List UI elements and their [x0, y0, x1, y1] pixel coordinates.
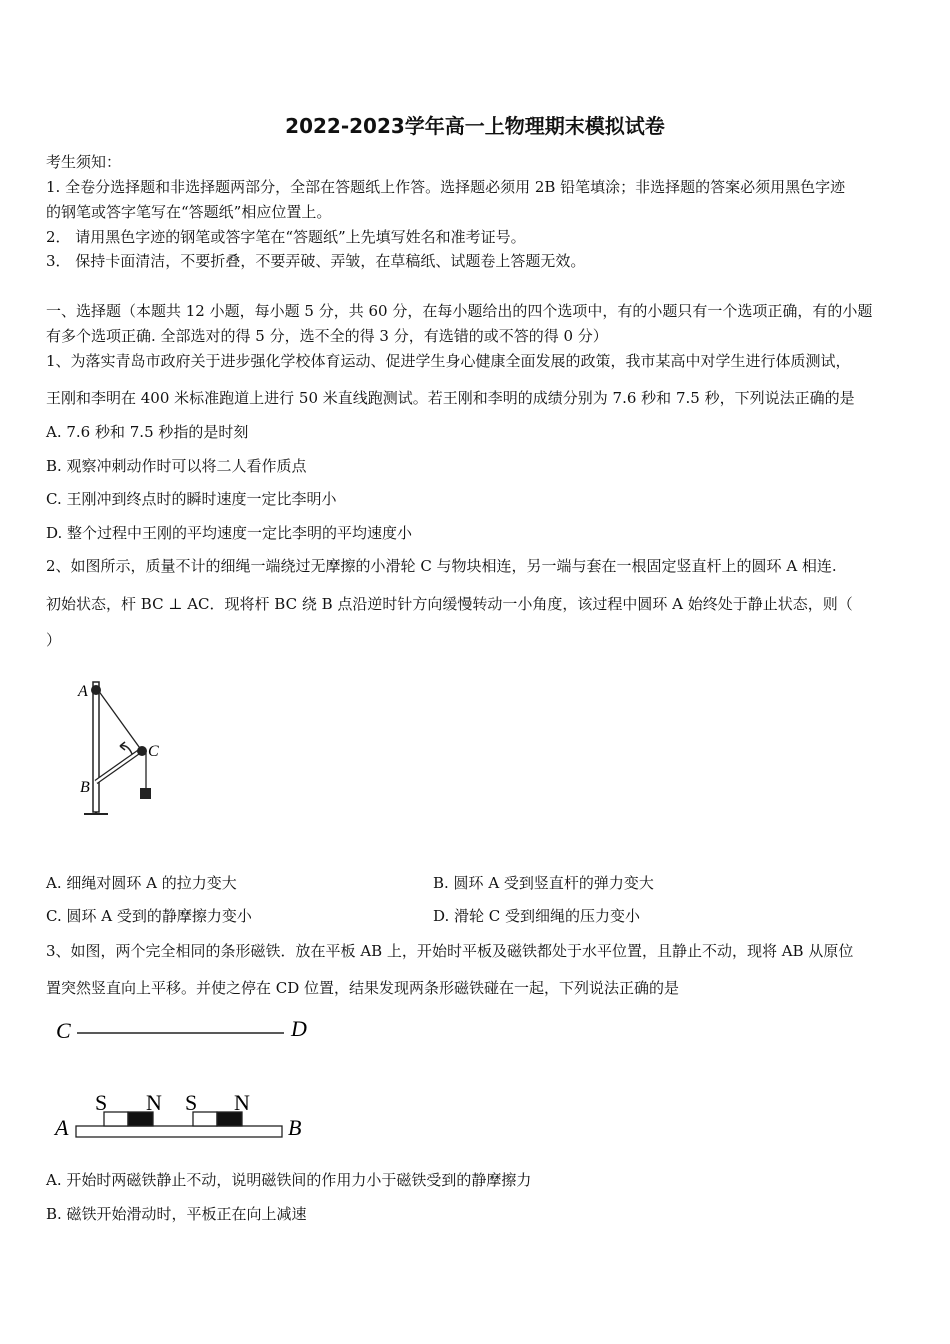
question-3-text: 置突然竖直向上平移。并使之停在 CD 位置，结果发现两条形磁铁碰在一起，下列说法正确的是 [46, 979, 680, 997]
question-2-option-c: C. 圆环 A 受到的静摩擦力变小 [46, 907, 252, 925]
question-2-text: 2、如图所示，质量不计的细绳一端绕过无摩擦的小滑轮 C 与物块相连，另一端与套在一根固定竖直杆上的圆环 A 相连. [46, 557, 837, 575]
vertical-pole [93, 682, 99, 812]
question-2-option-b: B. 圆环 A 受到竖直杆的弹力变大 [433, 874, 654, 892]
label-c: C [148, 743, 159, 760]
question-2-figure [70, 670, 180, 830]
question-2-option-a: A. 细绳对圆环 A 的拉力变大 [46, 874, 237, 892]
notice-item: 1. 全卷分选择题和非选择题两部分，全部在答题纸上作答。选择题必须用 2B 铅笔填涂；非选择题的答案必须用黑色字迹 [46, 178, 846, 196]
board-ab [76, 1126, 282, 1137]
notice-heading: 考生须知： [46, 153, 122, 171]
label-b: B [80, 779, 90, 796]
label-c: C [56, 1018, 71, 1043]
question-3-text: 3、如图，两个完全相同的条形磁铁．放在平板 AB 上，开始时平板及磁铁都处于水平位置，且静止不动，现将 AB 从原位 [46, 942, 854, 960]
notice-item: 2． 请用黑色字迹的钢笔或答字笔在“答题纸”上先填写姓名和准考证号。 [46, 228, 526, 246]
label-d: D [291, 1016, 307, 1041]
question-2-option-d: D. 滑轮 C 受到细绳的压力变小 [433, 907, 641, 925]
question-2-text: ） [46, 631, 62, 649]
question-1-option-c: C. 王刚冲到终点时的瞬时速度一定比李明小 [46, 490, 337, 508]
section-instructions: 有多个选项正确. 全部选对的得 5 分，选不全的得 3 分，有选错的或不答的得 0 分） [46, 327, 608, 345]
question-1-option-d: D. 整个过程中王刚的平均速度一定比李明的平均速度小 [46, 524, 413, 542]
question-1-text: 1、为落实青岛市政府关于进步强化学校体育运动、促进学生身心健康全面发展的政策，我市某高中对学生进行体质测试， [46, 352, 851, 370]
question-2-text: 初始状态，杆 BC ⊥ AC．现将杆 BC 绕 B 点沿逆时针方向缓慢转动一小角度，该过程中圆环 A 始终处于静止状态，则（ [46, 595, 853, 613]
label-b: B [288, 1115, 302, 1140]
question-3-option-a: A. 开始时两磁铁静止不动，说明磁铁间的作用力小于磁铁受到的静摩擦力 [46, 1171, 532, 1189]
hanging-block [140, 788, 151, 799]
pole-label: N [146, 1090, 162, 1115]
rope-ac [98, 690, 142, 751]
section-instructions: 一、选择题（本题共 12 小题，每小题 5 分，共 60 分，在每小题给出的四个选项中，有的小题只有一个选项正确，有的小题 [46, 302, 873, 320]
question-3-option-b: B. 磁铁开始滑动时，平板正在向上减速 [46, 1205, 307, 1223]
pole-label: S [185, 1090, 198, 1115]
pole-label: N [234, 1090, 250, 1115]
magnet-1-s [104, 1112, 128, 1126]
question-3-figure [50, 1012, 320, 1147]
label-a: A [55, 1115, 69, 1140]
question-1-option-b: B. 观察冲刺动作时可以将二人看作质点 [46, 457, 307, 475]
ring-a [91, 685, 101, 695]
question-1-text: 王刚和李明在 400 米标准跑道上进行 50 米直线跑测试。若王刚和李明的成绩分别为 7.6 秒和 7.5 秒，下列说法正确的是 [46, 389, 855, 407]
pole-label: S [95, 1090, 108, 1115]
notice-item: 的钢笔或答字笔写在“答题纸”相应位置上。 [46, 203, 332, 221]
question-1-option-a: A. 7.6 秒和 7.5 秒指的是时刻 [46, 423, 249, 441]
notice-item: 3． 保持卡面清洁，不要折叠，不要弄破、弄皱，在草稿纸、试题卷上答题无效。 [46, 252, 586, 270]
page-title: 2022-2023学年高一上物理期末模拟试卷 [285, 114, 665, 138]
label-a: A [78, 683, 88, 700]
